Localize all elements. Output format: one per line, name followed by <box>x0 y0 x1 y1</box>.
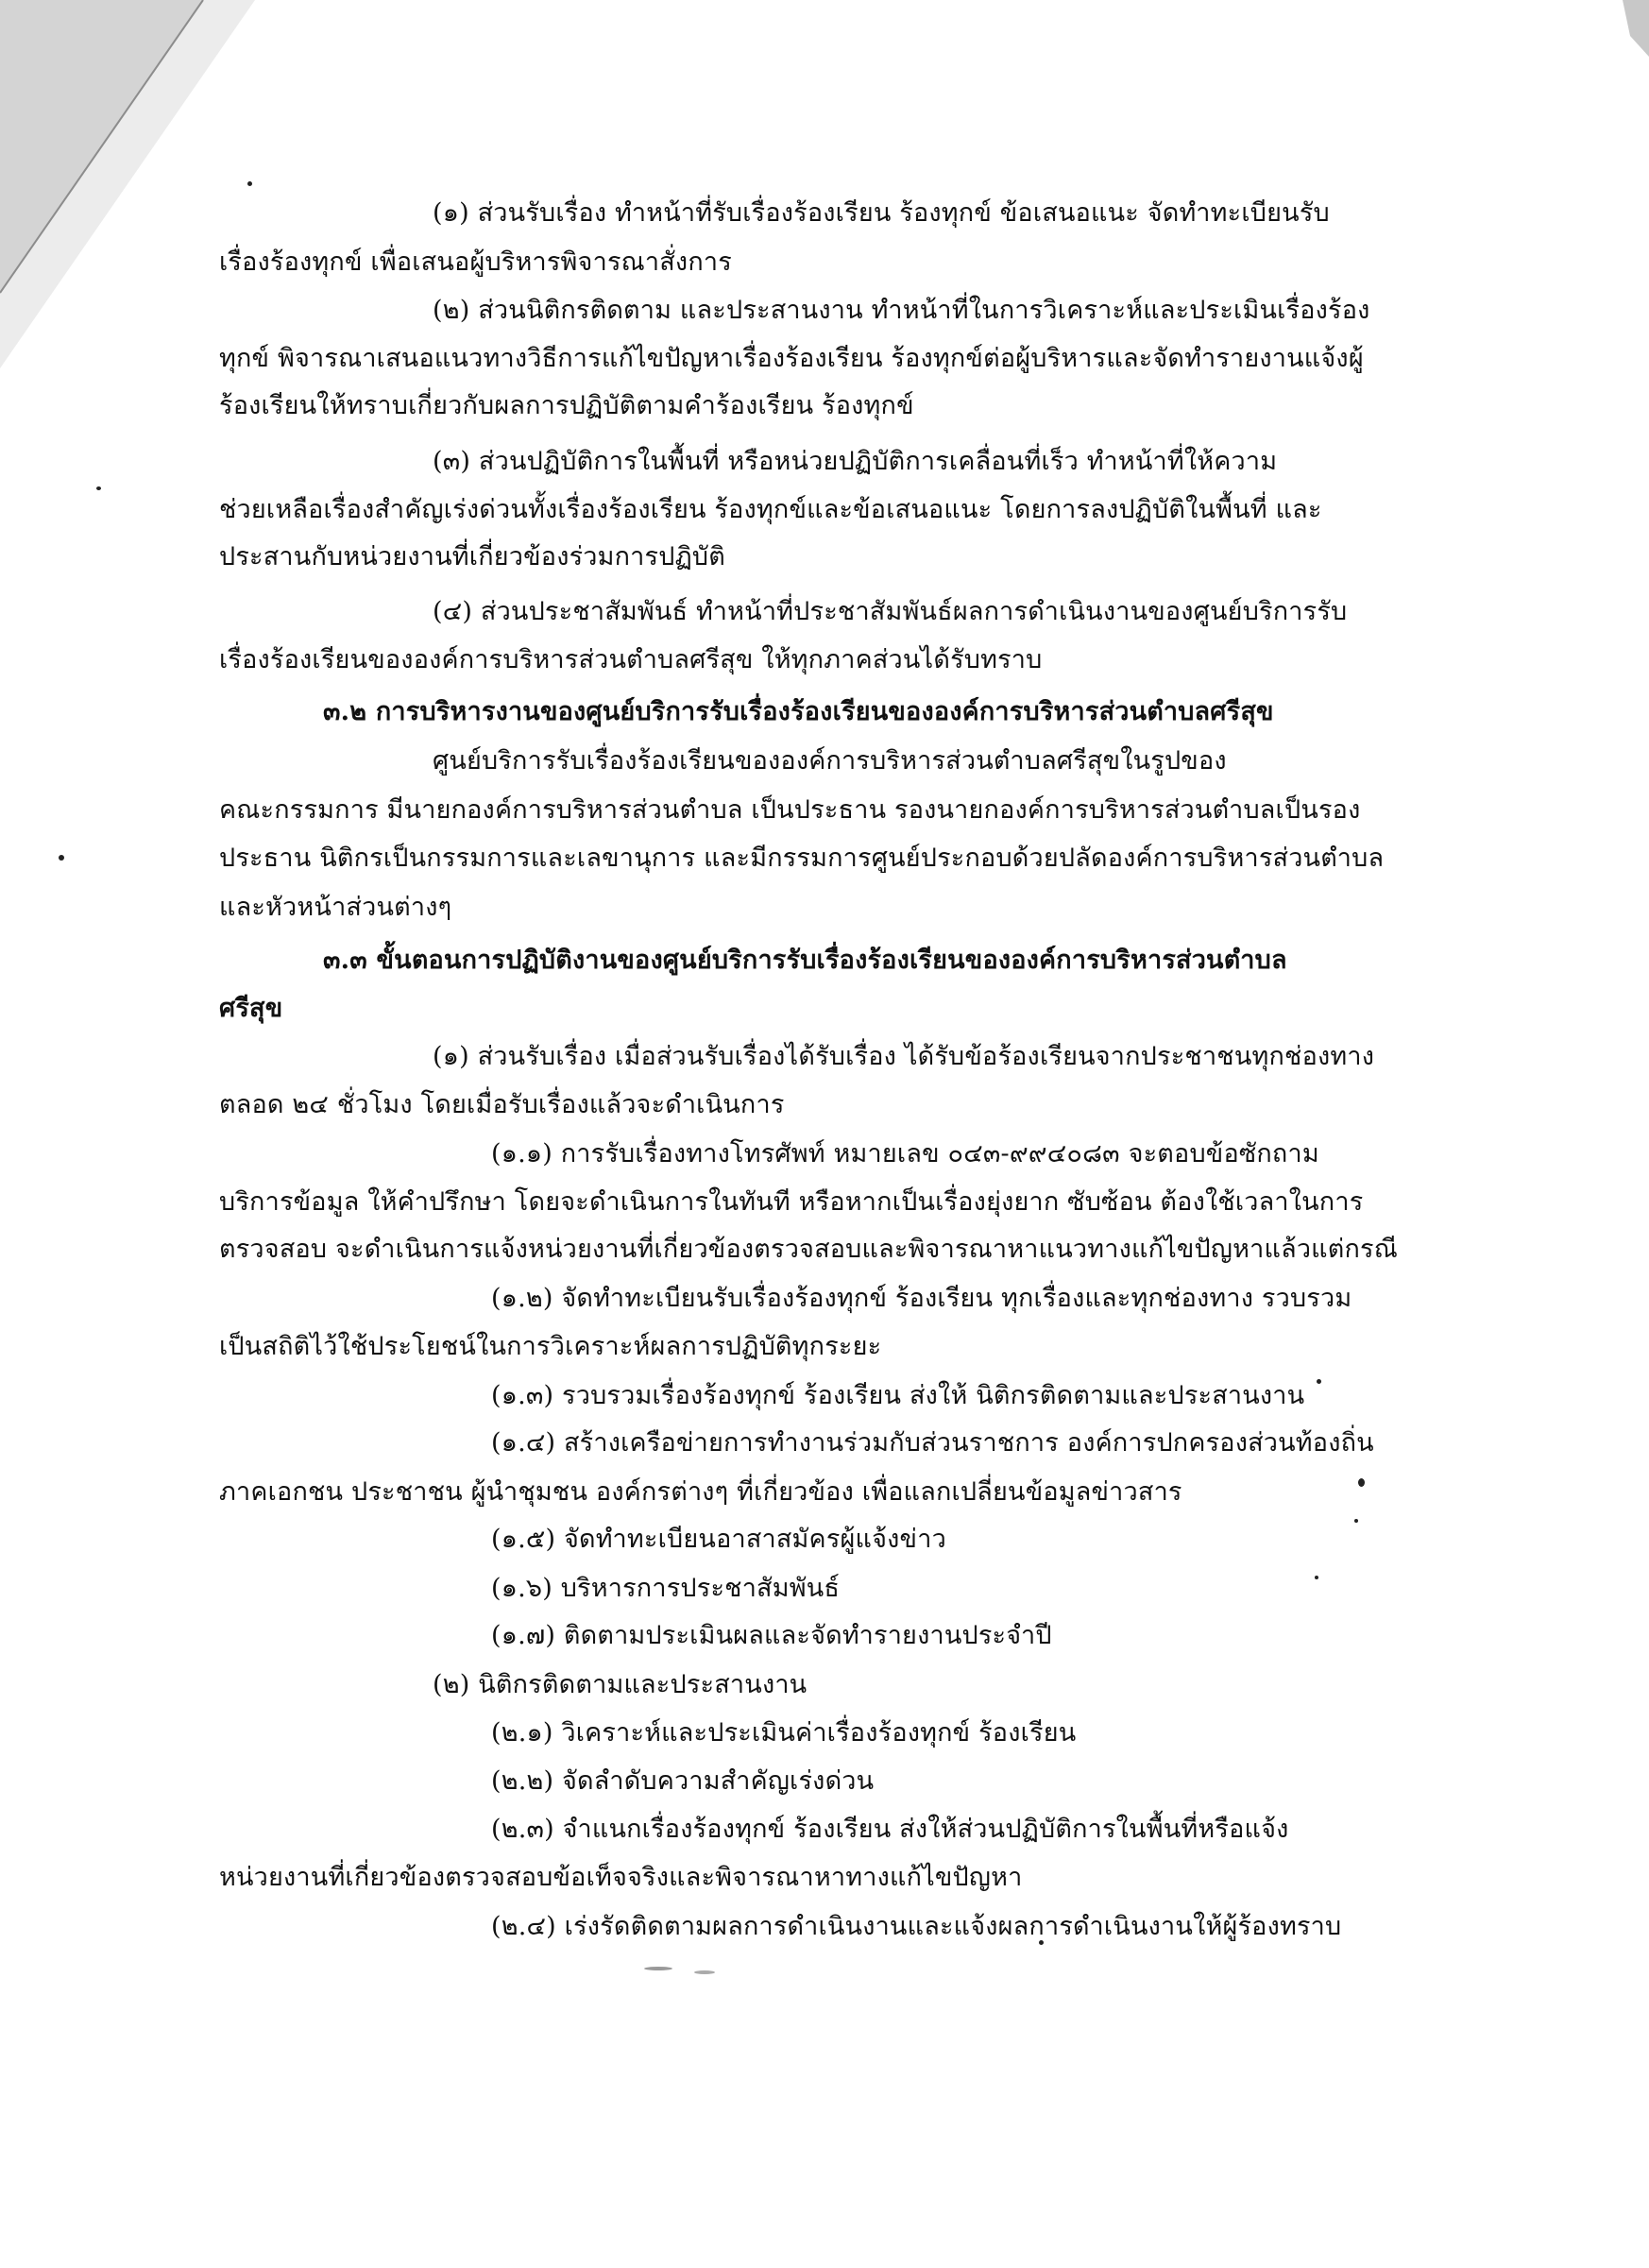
text-line: และหัวหน้าส่วนต่างๆ <box>219 893 452 922</box>
text-line: ประสานกับหน่วยงานที่เกี่ยวข้องร่วมการปฏิบัติ <box>219 542 725 571</box>
text-line: (๑.๓) รวบรวมเรื่องร้องทุกข์ ร้องเรียน ส่งให้ นิติกรติดตามและประสานงาน <box>491 1381 1305 1410</box>
speck <box>1317 1379 1321 1384</box>
speck <box>694 1970 715 1974</box>
section-heading: ๓.๓ ขั้นตอนการปฏิบัติงานของศูนย์บริการรับเรื่องร้องเรียนขององค์การบริหารส่วนตำบล <box>323 946 1287 975</box>
text-line: (๑.๗) ติดตามประเมินผลและจัดทำรายงานประจำปี <box>491 1621 1052 1650</box>
text-line: ตลอด ๒๔ ชั่วโมง โดยเมื่อรับเรื่องแล้วจะดำเนินการ <box>219 1090 785 1119</box>
speck <box>96 486 101 490</box>
speck <box>247 181 252 186</box>
text-line: (๑.๑) การรับเรื่องทางโทรศัพท์ หมายเลข ๐๔๓-๙๙๔๐๘๓ จะตอบข้อซักถาม <box>491 1139 1319 1168</box>
text-line: ช่วยเหลือเรื่องสำคัญเร่งด่วนทั้งเรื่องร้องเรียน ร้องทุกข์และข้อเสนอแนะ โดยการลงปฏิบัติในพื้นที่ และ <box>219 495 1322 524</box>
text-line: ตรวจสอบ จะดำเนินการแจ้งหน่วยงานที่เกี่ยวข้องตรวจสอบและพิจารณาหาแนวทางแก้ไขปัญหาแล้วแต่กรณี <box>219 1235 1399 1264</box>
speck <box>1315 1576 1318 1579</box>
text-line: (๑.๕) จัดทำทะเบียนอาสาสมัครผู้แจ้งข่าว <box>491 1525 946 1554</box>
text-line: (๑.๒) จัดทำทะเบียนรับเรื่องร้องทุกข์ ร้องเรียน ทุกเรื่องและทุกช่องทาง รวบรวม <box>491 1284 1352 1313</box>
text-line: หน่วยงานที่เกี่ยวข้องตรวจสอบข้อเท็จจริงและพิจารณาหาทางแก้ไขปัญหา <box>219 1863 1023 1892</box>
section-heading: ศรีสุข <box>219 994 283 1023</box>
text-line: ประธาน นิติกรเป็นกรรมการและเลขานุการ และมีกรรมการศูนย์ประกอบด้วยปลัดองค์การบริหารส่วนตำบล <box>219 844 1385 873</box>
speck <box>59 855 64 861</box>
text-line: (๔) ส่วนประชาสัมพันธ์ ทำหน้าที่ประชาสัมพันธ์ผลการดำเนินงานของศูนย์บริการรับ <box>433 597 1348 626</box>
text-line: ภาคเอกชน ประชาชน ผู้นำชุมชน องค์กรต่างๆ ที่เกี่ยวข้อง เพื่อแลกเปลี่ยนข้อมูลข่าวสาร <box>219 1477 1182 1507</box>
text-line: (๒.๑) วิเคราะห์และประเมินค่าเรื่องร้องทุกข์ ร้องเรียน <box>491 1718 1077 1748</box>
section-heading: ๓.๒ การบริหารงานของศูนย์บริการรับเรื่องร้องเรียนขององค์การบริหารส่วนตำบลศรีสุข <box>323 697 1274 726</box>
text-line: (๒.๔) เร่งรัดติดตามผลการดำเนินงานและแจ้งผลการดำเนินงานให้ผู้ร้องทราบ <box>491 1912 1342 1941</box>
text-line: คณะกรรมการ มีนายกองค์การบริหารส่วนตำบล เป็นประธาน รองนายกองค์การบริหารส่วนตำบลเป็นรอง <box>219 795 1361 825</box>
text-line: (๒) ส่วนนิติกรติดตาม และประสานงาน ทำหน้าที่ในการวิเคราะห์และประเมินเรื่องร้อง <box>433 296 1370 325</box>
text-line: (๑) ส่วนรับเรื่อง ทำหน้าที่รับเรื่องร้องเรียน ร้องทุกข์ ข้อเสนอแนะ จัดทำทะเบียนรับ <box>433 198 1330 228</box>
text-line: เรื่องร้องเรียนขององค์การบริหารส่วนตำบลศรีสุข ให้ทุกภาคส่วนได้รับทราบ <box>219 645 1043 674</box>
text-line: (๒) นิติกรติดตามและประสานงาน <box>433 1670 808 1699</box>
text-line: (๑.๖) บริหารการประชาสัมพันธ์ <box>491 1574 841 1603</box>
speck <box>644 1967 672 1970</box>
text-line: (๓) ส่วนปฏิบัติการในพื้นที่ หรือหน่วยปฏิบัติการเคลื่อนที่เร็ว ทำหน้าที่ให้ความ <box>433 447 1278 476</box>
text-line: (๒.๓) จำแนกเรื่องร้องทุกข์ ร้องเรียน ส่งให้ส่วนปฏิบัติการในพื้นที่หรือแจ้ง <box>491 1815 1289 1844</box>
text-line: ศูนย์บริการรับเรื่องร้องเรียนขององค์การบริหารส่วนตำบลศรีสุขในรูปของ <box>433 746 1227 776</box>
text-line: ร้องเรียนให้ทราบเกี่ยวกับผลการปฏิบัติตามคำร้องเรียน ร้องทุกข์ <box>219 391 914 420</box>
text-line: (๑) ส่วนรับเรื่อง เมื่อส่วนรับเรื่องได้รับเรื่อง ได้รับข้อร้องเรียนจากประชาชนทุกช่องทาง <box>433 1042 1375 1071</box>
text-line: (๑.๔) สร้างเครือข่ายการทำงานร่วมกับส่วนราชการ องค์การปกครองส่วนท้องถิ่น <box>491 1428 1374 1458</box>
text-line: ทุกข์ พิจารณาเสนอแนวทางวิธีการแก้ไขปัญหาเรื่องร้องเรียน ร้องทุกข์ต่อผู้บริหารและจัดทำรายงานแจ้งผู้ <box>219 344 1364 373</box>
text-line: (๒.๒) จัดลำดับความสำคัญเร่งด่วน <box>491 1766 875 1796</box>
speck <box>1354 1519 1358 1523</box>
text-line: เรื่องร้องทุกข์ เพื่อเสนอผู้บริหารพิจารณาสั่งการ <box>219 247 732 277</box>
speck <box>1358 1478 1365 1487</box>
text-line: บริการข้อมูล ให้คำปรึกษา โดยจะดำเนินการในทันที หรือหากเป็นเรื่องยุ่งยาก ซับซ้อน ต้องใช้เวลาในการ <box>219 1187 1364 1217</box>
text-line: เป็นสถิติไว้ใช้ประโยชน์ในการวิเคราะห์ผลการปฏิบัติทุกระยะ <box>219 1332 882 1361</box>
